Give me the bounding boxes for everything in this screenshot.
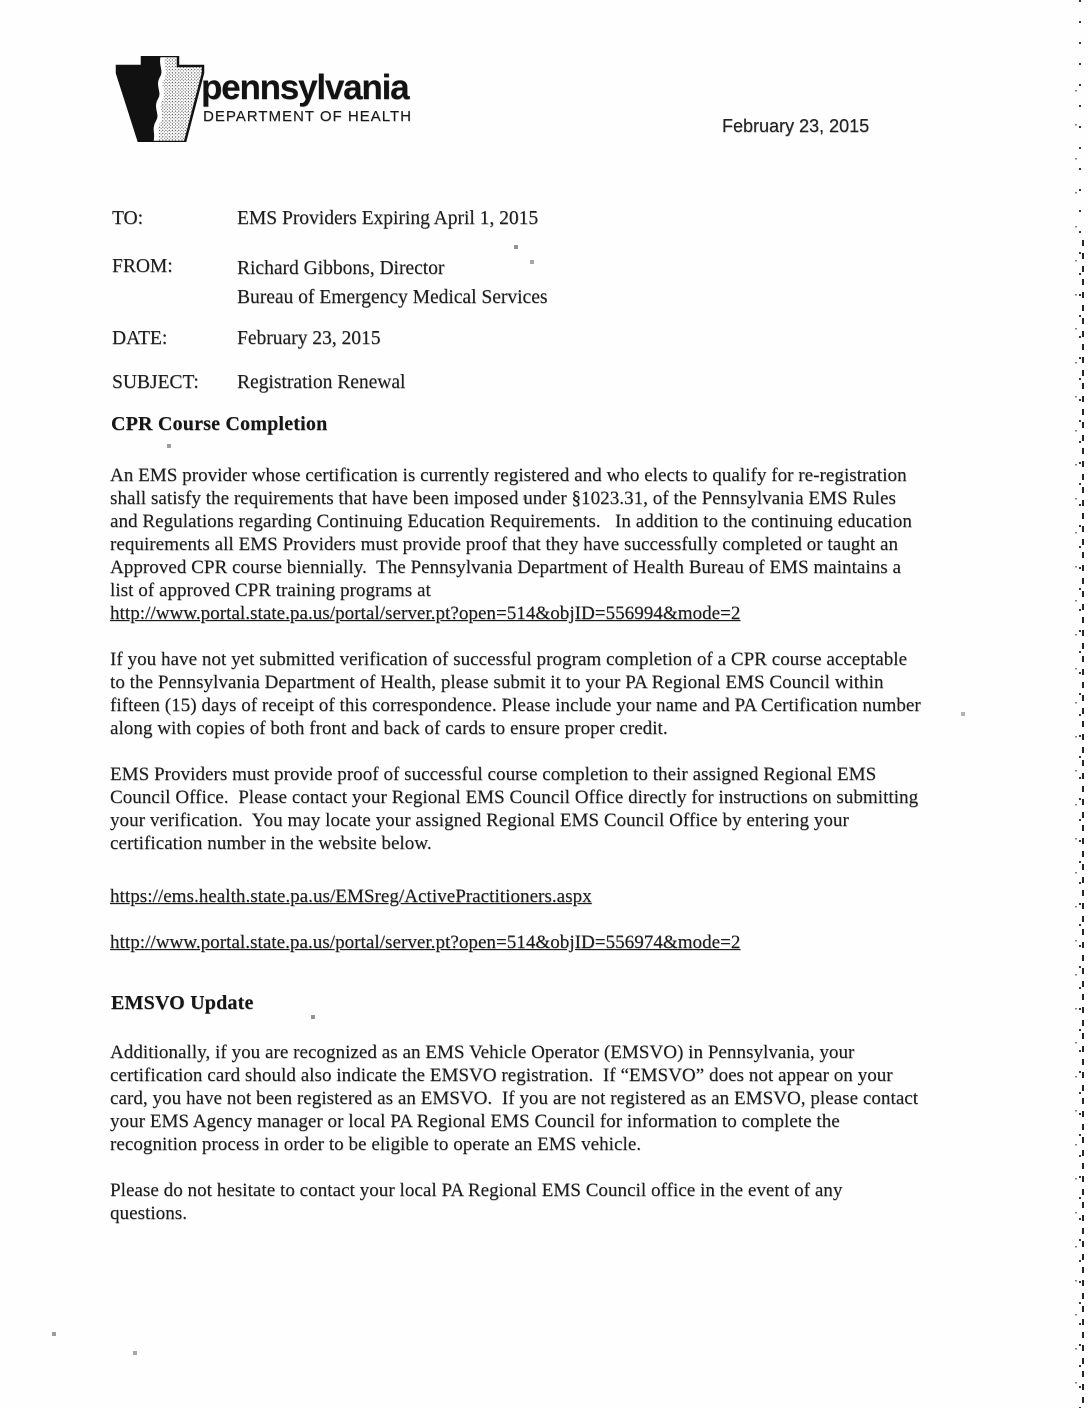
memo-label-date: DATE: — [112, 328, 168, 349]
scan-noise-strip-mid — [1075, 90, 1077, 1400]
memo-row-date — [112, 326, 381, 352]
memo-row-subject — [112, 370, 405, 396]
scan-noise-strip-sparse — [1079, 0, 1081, 1408]
memo-value-from: Richard Gibbons, Director Bureau of Emergency Medical Services — [237, 258, 548, 308]
paragraph-cpr-3: EMS Providers must provide proof of successful course completion to their assigned Regional EMS Council Office. Please contact your Regional EMS Council Office directly for instructions on submitting your verification. You may locate your assigned Regional EMS Council Office by entering your certification number in the website below. — [110, 764, 919, 854]
memo-row-from — [112, 254, 547, 312]
paragraph-cpr-1 — [110, 464, 912, 625]
link-active-practitioners[interactable]: https://ems.health.state.pa.us/EMSreg/ActivePractitioners.aspx — [110, 886, 592, 907]
logo-subtitle: DEPARTMENT OF HEALTH — [203, 108, 412, 125]
memo-label-subject: SUBJECT: — [112, 372, 199, 393]
memo-label-to: TO: — [112, 208, 144, 229]
paragraph-cpr-1-text: An EMS provider whose certification is currently registered and who elects to qualify for re-registration shall satisfy the requirements that have been imposed under §1023.31, of the Pennsylvania EMS Rules and Regulations regarding Continuing Education Requirements. In addition to the continuing education requirements all EMS Providers must provide proof that they have successfully completed or taught an Approved CPR course biennially. The Pennsylvania Department of Health Bureau of EMS maintains a list of approved CPR training programs at — [110, 465, 912, 601]
heading-emsvo-update: EMSVO Update — [111, 992, 254, 1014]
memo-value-date: February 23, 2015 — [237, 328, 381, 349]
scan-noise-strip-dense — [1082, 240, 1084, 1408]
paragraph-cpr-2: If you have not yet submitted verification of successful program completion of a CPR course acceptable to the Pennsylvania Department of Health, please submit it to your PA Regional EMS Council within fifteen (15) days of receipt of this correspondence. Please include your name and PA Certification number along with copies of both front and back of cards to ensure proper credit. — [110, 649, 921, 739]
paragraph-emsvo: Additionally, if you are recognized as an EMS Vehicle Operator (EMSVO) in Pennsylvania, your certification card should also indicate the EMSVO registration. If “EMSVO” does not appear on your card, you have not been registered as an EMSVO. If you are not registered as an EMSVO, please contact your EMS Agency manager or local PA Regional EMS Council for information to complete the recognition process in order to be eligible to operate an EMS vehicle. — [110, 1042, 919, 1155]
link-cpr-training-programs[interactable]: http://www.portal.state.pa.us/portal/server.pt?open=514&objID=556994&mode=2 — [110, 603, 741, 624]
memo-value-to: EMS Providers Expiring April 1, 2015 — [237, 208, 539, 229]
letter-date: February 23, 2015 — [722, 116, 870, 136]
memo-row-to — [112, 206, 538, 232]
paragraph-closing: Please do not hesitate to contact your local PA Regional EMS Council office in the event of any questions. — [110, 1180, 843, 1224]
pa-keystone-logo-icon — [114, 56, 206, 142]
scan-specks — [0, 0, 2, 2]
memo-value-subject: Registration Renewal — [237, 372, 406, 393]
logo-wordmark: pennsylvania — [201, 68, 409, 107]
heading-cpr-course-completion: CPR Course Completion — [111, 413, 328, 435]
link-portal-server[interactable]: http://www.portal.state.pa.us/portal/server.pt?open=514&objID=556974&mode=2 — [110, 932, 741, 953]
memo-label-from: FROM: — [112, 256, 173, 277]
